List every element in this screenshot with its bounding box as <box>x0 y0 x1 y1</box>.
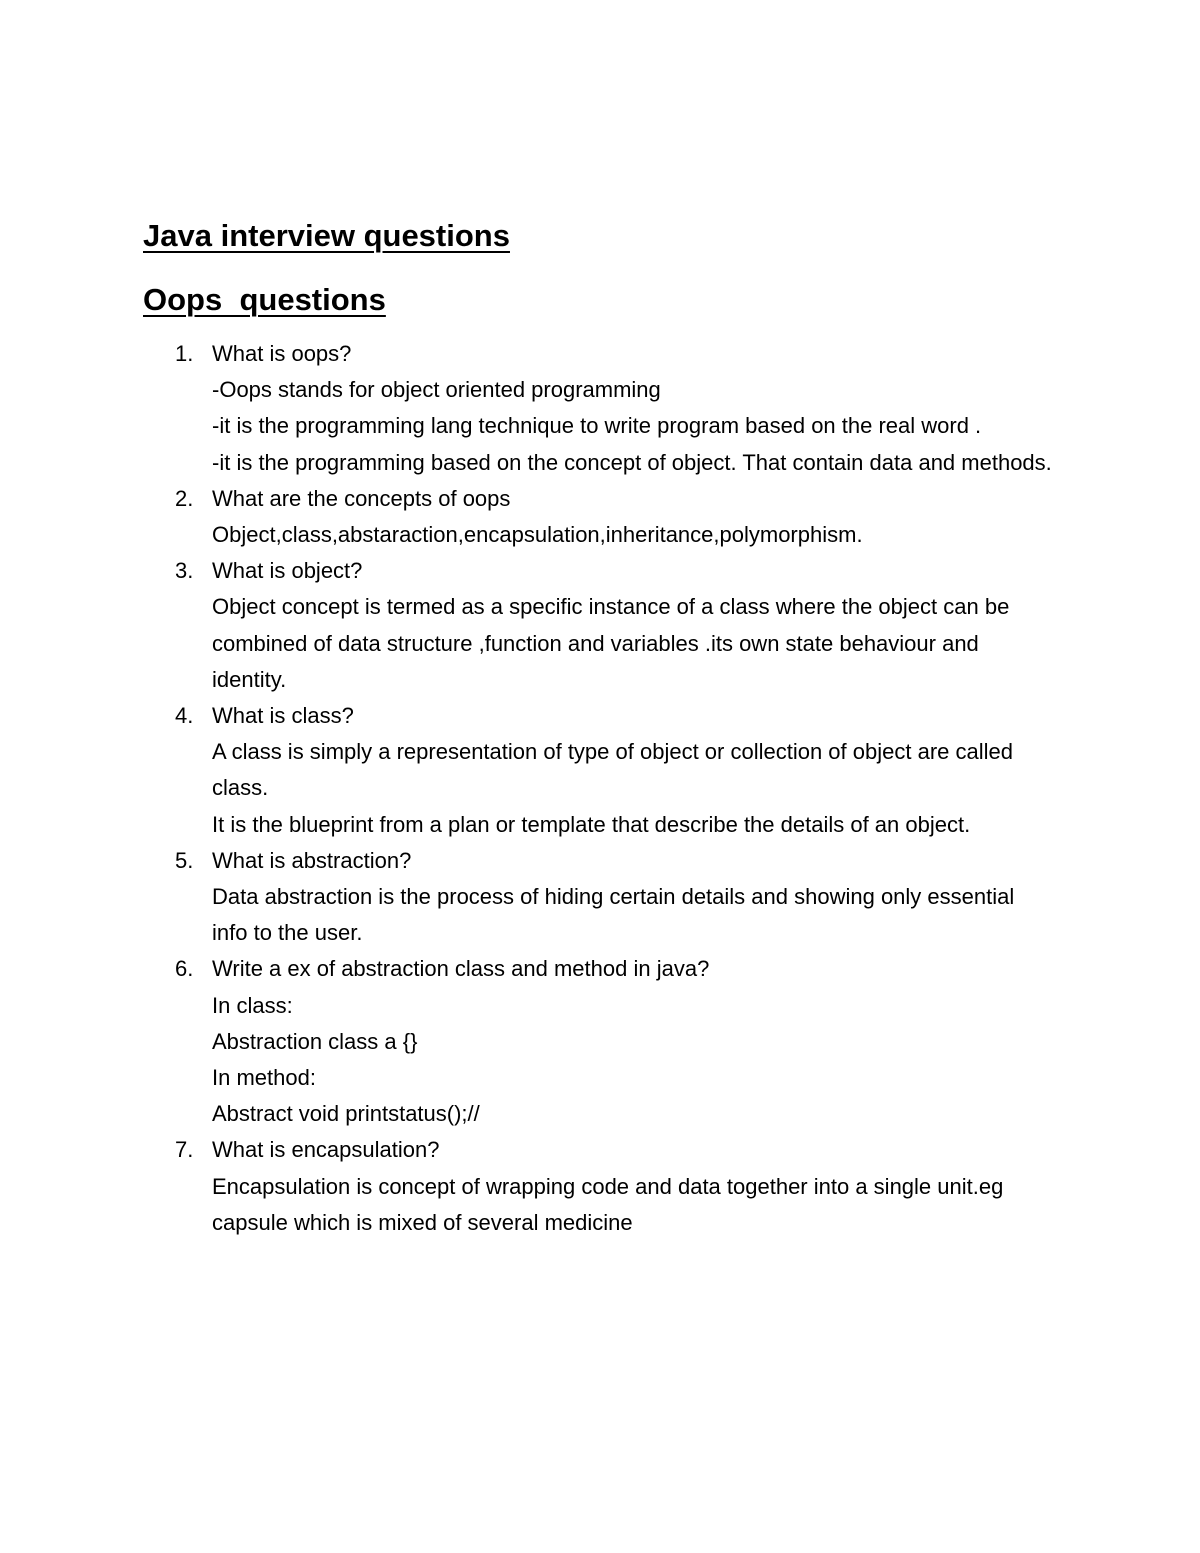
question-number: 6. <box>175 956 194 982</box>
page-title: Java interview questions <box>143 218 510 253</box>
section-title: Oops questions <box>143 282 386 317</box>
answer-line: It is the blueprint from a plan or template that describe the details of an object. <box>212 811 971 837</box>
question-number: 1. <box>175 341 194 366</box>
question-item-4 <box>143 698 1053 843</box>
answer-line: Abstraction class a {} <box>212 1028 418 1054</box>
answer-line: Abstract void printstatus();// <box>212 1101 480 1127</box>
answer-line: Data abstraction is the process of hiding certain details and showing only essential info to the user. <box>212 884 1015 946</box>
answer-line: In class: <box>212 992 293 1018</box>
answer-line: -it is the programming lang technique to write program based on the real word . <box>212 413 982 439</box>
document-content <box>143 214 1053 1241</box>
question-text: What is object? <box>212 558 363 584</box>
question-list <box>143 336 1053 1241</box>
question-item-7 <box>143 1132 1053 1241</box>
question-item-3 <box>143 553 1053 698</box>
question-item-6 <box>143 951 1053 1132</box>
answer-line: In method: <box>212 1065 316 1091</box>
answer-line: A class is simply a representation of type of object or collection of object are called class. <box>212 739 1013 801</box>
question-item-5 <box>143 843 1053 952</box>
answer-line: -Oops stands for object oriented programming <box>212 377 661 403</box>
question-text: What is class? <box>212 703 354 729</box>
answer-line: -it is the programming based on the concept of object. That contain data and methods. <box>212 449 1052 475</box>
question-text: What is oops? <box>212 341 352 366</box>
question-number: 2. <box>175 485 194 511</box>
question-item-1 <box>143 336 1053 481</box>
question-text: What are the concepts of oops <box>212 485 511 511</box>
question-item-2 <box>143 481 1053 553</box>
question-number: 7. <box>175 1137 194 1163</box>
question-text: Write a ex of abstraction class and method in java? <box>212 956 710 982</box>
answer-line: Object,class,abstaraction,encapsulation,inheritance,polymorphism. <box>212 522 863 548</box>
question-number: 4. <box>175 703 194 729</box>
question-text: What is abstraction? <box>212 847 412 873</box>
question-number: 3. <box>175 558 194 584</box>
answer-line: Encapsulation is concept of wrapping code and data together into a single unit.eg capsule which is mixed of several medicine <box>212 1173 1004 1235</box>
question-number: 5. <box>175 847 194 873</box>
question-text: What is encapsulation? <box>212 1137 440 1163</box>
answer-line: Object concept is termed as a specific instance of a class where the object can be combined of data structure ,function and variables .its own state behaviour and identity. <box>212 594 1010 692</box>
